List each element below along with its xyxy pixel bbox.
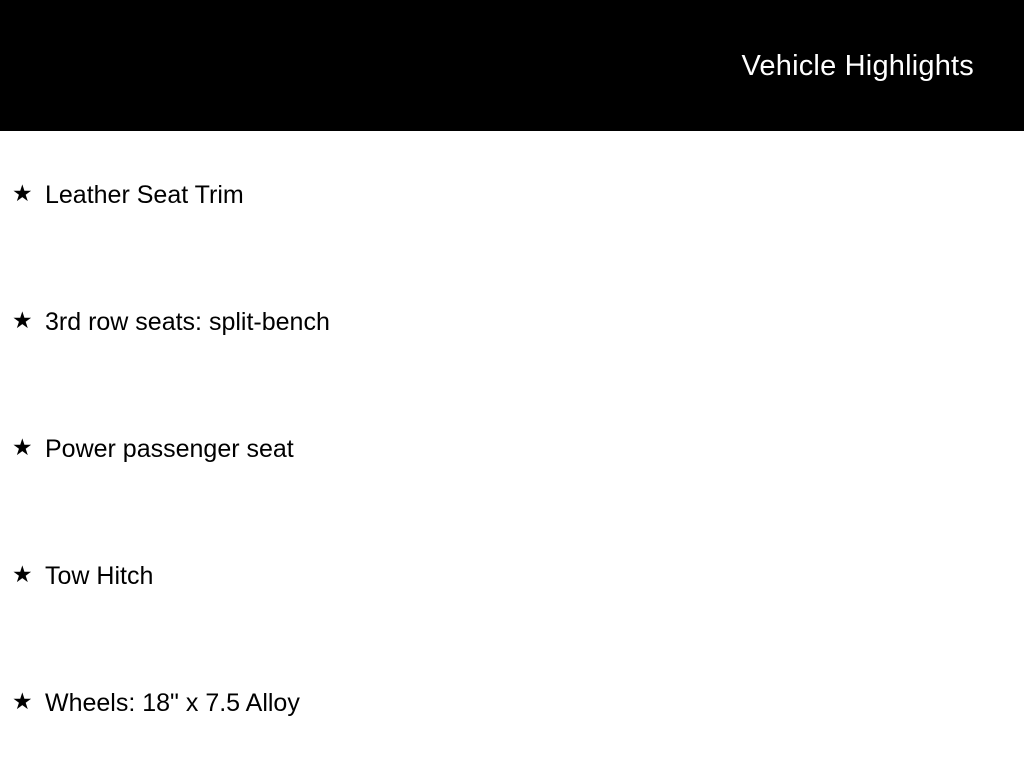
highlight-label: Leather Seat Trim bbox=[45, 180, 244, 209]
star-icon: ★ bbox=[12, 562, 33, 588]
list-item bbox=[0, 131, 1024, 258]
header-bar bbox=[0, 0, 1024, 131]
highlight-label: Tow Hitch bbox=[45, 561, 154, 590]
star-icon: ★ bbox=[12, 689, 33, 715]
highlight-label: Power passenger seat bbox=[45, 434, 294, 463]
highlights-list bbox=[0, 131, 1024, 766]
star-icon: ★ bbox=[12, 308, 33, 334]
star-icon: ★ bbox=[12, 435, 33, 461]
highlight-label: Wheels: 18" x 7.5 Alloy bbox=[45, 688, 300, 717]
star-icon: ★ bbox=[12, 181, 33, 207]
list-item bbox=[0, 639, 1024, 766]
list-item bbox=[0, 385, 1024, 512]
list-item bbox=[0, 258, 1024, 385]
page-title: Vehicle Highlights bbox=[741, 50, 974, 82]
highlight-label: 3rd row seats: split-bench bbox=[45, 307, 330, 336]
list-item bbox=[0, 512, 1024, 639]
